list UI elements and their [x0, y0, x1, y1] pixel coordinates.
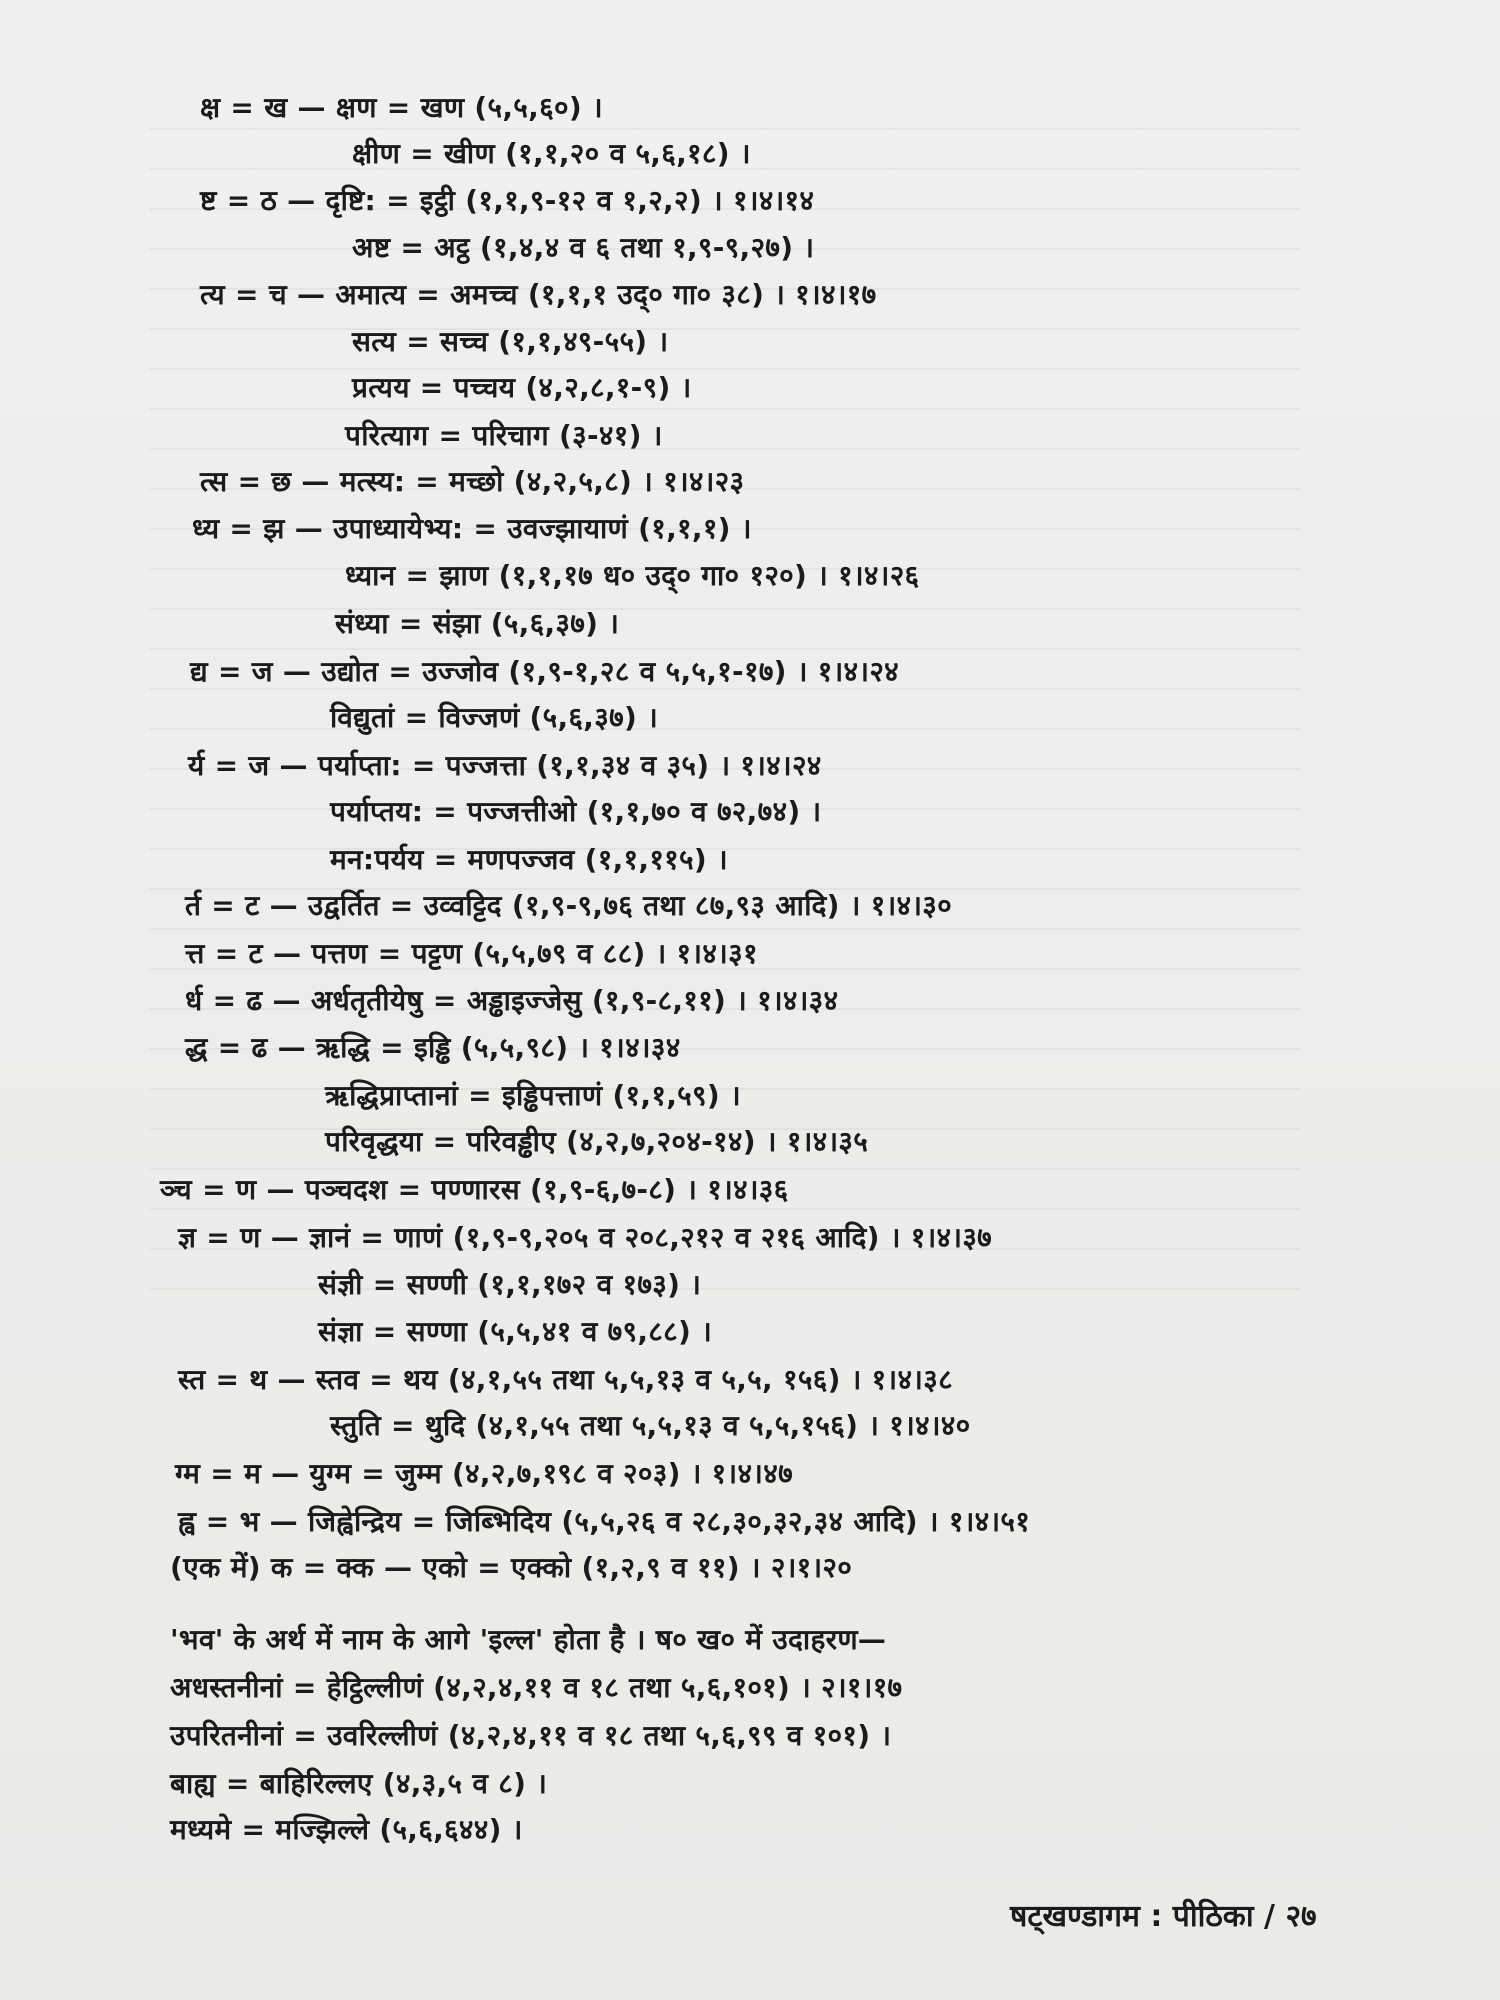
text-line: ऋद्धिप्राप्तानां = इड्ढिपत्ताणं (१,१,५९) । — [325, 1079, 741, 1112]
text-line: प्रत्यय = पच्चय (४,२,८,१-९) । — [352, 371, 692, 404]
text-line: मध्यमे = मज्झिल्ले (५,६,६४४) । — [170, 1813, 523, 1846]
text-line: त्त = ट — पत्तण = पट्टण (५,५,७९ व ८८) । १।४।३१ — [185, 937, 758, 970]
text-line: र्त = ट — उद्वर्तित = उव्वट्टिद (१,९-९,७६ तथा ८७,९३ आदि) । १।४।३० — [185, 889, 952, 922]
text-line: ञ्च = ण — पञ्चदश = पण्णारस (१,९-६,७-८) । १।४।३६ — [160, 1173, 789, 1206]
text-line: ध्यान = झाण (१,१,१७ ध० उद्० गा० १२०) । १।४।२६ — [345, 559, 920, 592]
text-line: मन:पर्यय = मणपज्जव (१,१,११५) । — [330, 843, 728, 876]
text-line: क्ष = ख — क्षण = खण (५,५,६०) । — [200, 91, 603, 124]
text-line: उपरितनीनां = उवरिल्लीणं (४,२,४,११ व १८ तथा ५,६,९९ व १०१) । — [170, 1719, 892, 1752]
text-line: (एक में) क = क्क — एको = एक्को (१,२,९ व ११) । २।१।२० — [170, 1551, 853, 1584]
text-line: पर्याप्तय: = पज्जत्तीओ (१,१,७० व ७२,७४) । — [330, 795, 822, 828]
text-line: त्स = छ — मत्स्य: = मच्छो (४,२,५,८) । १।४।२३ — [200, 465, 745, 498]
text-line: परित्याग = परिचाग (३-४१) । — [345, 419, 663, 452]
text-line: ज्ञ = ण — ज्ञानं = णाणं (१,९-९,२०५ व २०८,२१२ व २१६ आदि) । १।४।३७ — [178, 1221, 993, 1254]
text-line: स्त = थ — स्तव = थय (४,१,५५ तथा ५,५,१३ व ५,५, १५६) । १।४।३८ — [178, 1363, 953, 1396]
text-line: र्य = ज — पर्याप्ता: = पज्जत्ता (१,१,३४ व ३५) । १।४।२४ — [188, 749, 822, 782]
text-line: सत्य = सच्च (१,१,४९-५५) । — [352, 325, 669, 358]
text-line: संज्ञी = सण्णी (१,१,१७२ व १७३) । — [318, 1268, 702, 1301]
text-line: क्षीण = खीण (१,१,२० व ५,६,१८) । — [352, 137, 751, 170]
text-line: र्ध = ढ — अर्धतृतीयेषु = अड्ढाइज्जेसु (१,९-८,११) । १।४।३४ — [185, 984, 839, 1017]
text-line: संज्ञा = सण्णा (५,५,४१ व ७९,८८) । — [318, 1315, 713, 1348]
text-line: बाह्य = बाहिरिल्लए (४,३,५ व ८) । — [170, 1767, 548, 1800]
text-line: अष्ट = अट्ठ (१,४,४ व ६ तथा १,९-९,२७) । — [352, 231, 815, 264]
text-line: अधस्तनीनां = हेट्ठिल्लीणं (४,२,४,११ व १८ तथा ५,६,१०१) । २।१।१७ — [170, 1671, 903, 1704]
text-line: ध्य = झ — उपाध्यायेभ्य: = उवज्झायाणं (१,१,१) । — [192, 512, 752, 545]
text-line: स्तुति = थुदि (४,१,५५ तथा ५,५,१३ व ५,५,१५६) । १।४।४० — [330, 1409, 971, 1442]
text-line: परिवृद्धया = परिवड्ढीए (४,२,७,२०४-१४) । १।४।३५ — [325, 1125, 869, 1158]
text-line: ष्ट = ठ — दृष्टि: = इट्ठी (१,१,९-१२ व १,२,२) । १।४।१४ — [200, 184, 815, 217]
text-line: द्य = ज — उद्योत = उज्जोव (१,९-१,२८ व ५,५,१-१७) । १।४।२४ — [190, 655, 900, 688]
text-line: विद्युतां = विज्जणं (५,६,३७) । — [330, 701, 659, 734]
text-line: त्य = च — अमात्य = अमच्च (१,१,१ उद्० गा० ३८) । १।४।१७ — [200, 278, 877, 311]
text-line: ह्व = भ — जिह्वेन्द्रिय = जिब्भिदिय (५,५,२६ व २८,३०,३२,३४ आदि) । १।४।५१ — [178, 1505, 1031, 1538]
text-line: ग्म = म — युग्म = जुम्म (४,२,७,१९८ व २०३) । १।४।४७ — [175, 1457, 793, 1490]
text-line: संध्या = संझा (५,६,३७) । — [335, 607, 620, 640]
text-line: द्ध = ढ — ऋद्धि = इड्ढि (५,५,९८) । १।४।३४ — [185, 1031, 681, 1064]
text-line: 'भव' के अर्थ में नाम के आगे 'इल्ल' होता है । ष० ख० में उदाहरण— — [170, 1623, 887, 1656]
page-footer: षट्खण्डागम : पीठिका / २७ — [1010, 1899, 1317, 1934]
